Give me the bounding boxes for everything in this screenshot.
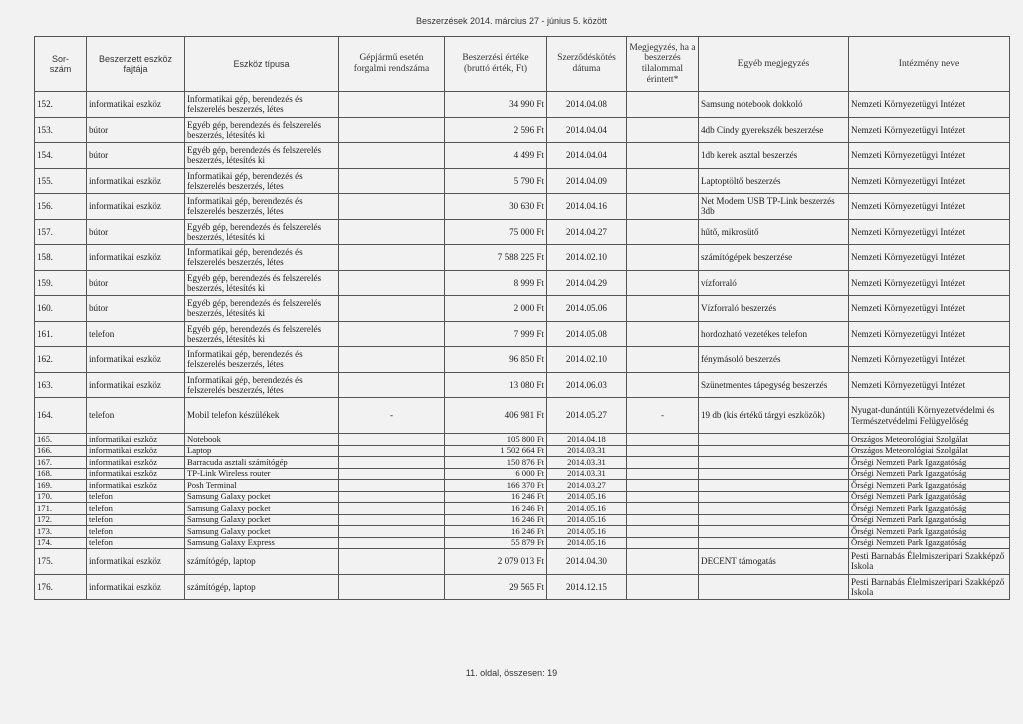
- cell-datum: 2014.05.16: [547, 503, 627, 515]
- cell-fajta: informatikai eszköz: [87, 549, 185, 575]
- cell-datum: 2014.04.09: [547, 168, 627, 194]
- cell-datum: 2014.03.31: [547, 457, 627, 469]
- cell-datum: 2014.05.16: [547, 537, 627, 549]
- cell-datum: 2014.03.27: [547, 480, 627, 492]
- cell-datum: 2014.04.29: [547, 270, 627, 296]
- cell-fajta: telefon: [87, 537, 185, 549]
- cell-megjegyzes: [627, 92, 699, 118]
- cell-rendszam: [339, 143, 445, 169]
- cell-intezmeny: Nemzeti Környezetügyi Intézet: [849, 168, 1010, 194]
- cell-fajta: bútor: [87, 143, 185, 169]
- cell-rendszam: [339, 296, 445, 322]
- cell-ertek: 75 000 Ft: [445, 219, 547, 245]
- cell-tipus: Samsung Galaxy pocket: [185, 503, 339, 515]
- cell-datum: 2014.05.08: [547, 321, 627, 347]
- cell-fajta: informatikai eszköz: [87, 194, 185, 220]
- cell-ertek: 8 999 Ft: [445, 270, 547, 296]
- cell-tipus: Egyéb gép, berendezés és felszerelés beszerzés, létesítés ki: [185, 143, 339, 169]
- cell-egyeb: Net Modem USB TP-Link beszerzés 3db: [699, 194, 849, 220]
- cell-rendszam: [339, 270, 445, 296]
- cell-egyeb: Szünetmentes tápegység beszerzés: [699, 372, 849, 398]
- header-gepjarmu: Gépjármű esetén forgalmi rendszáma: [339, 37, 445, 92]
- cell-tipus: Samsung Galaxy pocket: [185, 491, 339, 503]
- cell-egyeb: 4db Cindy gyerekszék beszerzése: [699, 117, 849, 143]
- cell-egyeb: [699, 503, 849, 515]
- cell-sorszam: 175.: [35, 549, 87, 575]
- cell-sorszam: 162.: [35, 347, 87, 373]
- cell-fajta: informatikai eszköz: [87, 457, 185, 469]
- page-footer: 11. oldal, összesen: 19: [465, 668, 558, 678]
- cell-rendszam: [339, 503, 445, 515]
- cell-egyeb: [699, 468, 849, 480]
- cell-rendszam: [339, 194, 445, 220]
- cell-rendszam: [339, 491, 445, 503]
- cell-tipus: Egyéb gép, berendezés és felszerelés beszerzés, létesítés ki: [185, 296, 339, 322]
- cell-ertek: 2 000 Ft: [445, 296, 547, 322]
- cell-sorszam: 153.: [35, 117, 87, 143]
- cell-fajta: informatikai eszköz: [87, 168, 185, 194]
- cell-intezmeny: Pesti Barnabás Élelmiszeripari Szakképző Iskola: [849, 549, 1010, 575]
- cell-sorszam: 160.: [35, 296, 87, 322]
- cell-egyeb: Laptoptöltő beszerzés: [699, 168, 849, 194]
- table-row: [35, 537, 1010, 549]
- cell-megjegyzes: [627, 537, 699, 549]
- cell-egyeb: [699, 526, 849, 538]
- cell-intezmeny: Nemzeti Környezetügyi Intézet: [849, 92, 1010, 118]
- table-header: [35, 37, 1010, 92]
- cell-intezmeny: Nemzeti Környezetügyi Intézet: [849, 270, 1010, 296]
- cell-sorszam: 173.: [35, 526, 87, 538]
- cell-sorszam: 158.: [35, 245, 87, 271]
- cell-tipus: Informatikai gép, berendezés és felszerelés beszerzés, létes: [185, 372, 339, 398]
- table-row: [35, 117, 1010, 143]
- table-row: [35, 92, 1010, 118]
- cell-egyeb: [699, 480, 849, 492]
- table-row: [35, 549, 1010, 575]
- cell-sorszam: 154.: [35, 143, 87, 169]
- cell-datum: 2014.02.10: [547, 245, 627, 271]
- cell-sorszam: 166.: [35, 445, 87, 457]
- cell-fajta: telefon: [87, 526, 185, 538]
- cell-tipus: Informatikai gép, berendezés és felszerelés beszerzés, létes: [185, 194, 339, 220]
- cell-datum: 2014.05.16: [547, 514, 627, 526]
- cell-intezmeny: Nemzeti Környezetügyi Intézet: [849, 296, 1010, 322]
- table-row: [35, 347, 1010, 373]
- cell-rendszam: [339, 537, 445, 549]
- cell-egyeb: Samsung notebook dokkoló: [699, 92, 849, 118]
- cell-egyeb: [699, 445, 849, 457]
- cell-intezmeny: Őrségi Nemzeti Park Igazgatóság: [849, 514, 1010, 526]
- cell-intezmeny: Nemzeti Környezetügyi Intézet: [849, 372, 1010, 398]
- cell-tipus: Posh Terminal: [185, 480, 339, 492]
- procurement-table: [34, 36, 1010, 600]
- cell-fajta: telefon: [87, 398, 185, 434]
- table-body: [35, 92, 1010, 600]
- cell-sorszam: 171.: [35, 503, 87, 515]
- table-row: [35, 398, 1010, 434]
- cell-egyeb: [699, 574, 849, 600]
- cell-fajta: informatikai eszköz: [87, 347, 185, 373]
- cell-intezmeny: Őrségi Nemzeti Park Igazgatóság: [849, 457, 1010, 469]
- cell-egyeb: [699, 491, 849, 503]
- table-row: [35, 296, 1010, 322]
- cell-megjegyzes: [627, 194, 699, 220]
- cell-rendszam: [339, 347, 445, 373]
- cell-datum: 2014.05.27: [547, 398, 627, 434]
- cell-intezmeny: Őrségi Nemzeti Park Igazgatóság: [849, 526, 1010, 538]
- cell-sorszam: 159.: [35, 270, 87, 296]
- cell-ertek: 16 246 Ft: [445, 514, 547, 526]
- cell-megjegyzes: [627, 574, 699, 600]
- cell-intezmeny: Őrségi Nemzeti Park Igazgatóság: [849, 503, 1010, 515]
- table-row: [35, 514, 1010, 526]
- cell-intezmeny: Országos Meteorológiai Szolgálat: [849, 434, 1010, 446]
- cell-megjegyzes: [627, 321, 699, 347]
- cell-tipus: Barracuda asztali számítógép: [185, 457, 339, 469]
- cell-sorszam: 165.: [35, 434, 87, 446]
- cell-tipus: Egyéb gép, berendezés és felszerelés beszerzés, létesítés ki: [185, 219, 339, 245]
- table-row: [35, 194, 1010, 220]
- cell-megjegyzes: [627, 480, 699, 492]
- cell-sorszam: 163.: [35, 372, 87, 398]
- cell-ertek: 2 596 Ft: [445, 117, 547, 143]
- cell-fajta: informatikai eszköz: [87, 372, 185, 398]
- cell-sorszam: 167.: [35, 457, 87, 469]
- cell-megjegyzes: [627, 491, 699, 503]
- cell-sorszam: 170.: [35, 491, 87, 503]
- cell-ertek: 406 981 Ft: [445, 398, 547, 434]
- table-row: [35, 445, 1010, 457]
- cell-rendszam: [339, 372, 445, 398]
- cell-rendszam: [339, 549, 445, 575]
- table-row: [35, 480, 1010, 492]
- cell-sorszam: 174.: [35, 537, 87, 549]
- cell-egyeb: hűtő, mikrosütő: [699, 219, 849, 245]
- cell-ertek: 2 079 013 Ft: [445, 549, 547, 575]
- cell-fajta: bútor: [87, 270, 185, 296]
- cell-ertek: 105 800 Ft: [445, 434, 547, 446]
- cell-tipus: TP-Link Wireless router: [185, 468, 339, 480]
- cell-rendszam: [339, 445, 445, 457]
- cell-megjegyzes: [627, 526, 699, 538]
- cell-megjegyzes: [627, 503, 699, 515]
- cell-ertek: 6 000 Ft: [445, 468, 547, 480]
- table-row: [35, 321, 1010, 347]
- cell-datum: 2014.04.04: [547, 143, 627, 169]
- header-intezmeny: Intézmény neve: [849, 37, 1010, 92]
- cell-ertek: 16 246 Ft: [445, 526, 547, 538]
- cell-sorszam: 172.: [35, 514, 87, 526]
- cell-ertek: 34 990 Ft: [445, 92, 547, 118]
- cell-ertek: 5 790 Ft: [445, 168, 547, 194]
- table-row: [35, 468, 1010, 480]
- cell-fajta: informatikai eszköz: [87, 434, 185, 446]
- cell-sorszam: 176.: [35, 574, 87, 600]
- cell-fajta: bútor: [87, 219, 185, 245]
- header-datum: Szerződéskötés dátuma: [547, 37, 627, 92]
- cell-egyeb: [699, 537, 849, 549]
- cell-egyeb: hordozható vezetékes telefon: [699, 321, 849, 347]
- cell-datum: 2014.06.03: [547, 372, 627, 398]
- cell-megjegyzes: [627, 296, 699, 322]
- table-row: [35, 503, 1010, 515]
- cell-datum: 2014.04.16: [547, 194, 627, 220]
- cell-fajta: informatikai eszköz: [87, 445, 185, 457]
- cell-intezmeny: Nemzeti Környezetügyi Intézet: [849, 347, 1010, 373]
- cell-megjegyzes: [627, 219, 699, 245]
- cell-egyeb: [699, 514, 849, 526]
- cell-egyeb: Vízforraló beszerzés: [699, 296, 849, 322]
- cell-datum: 2014.04.04: [547, 117, 627, 143]
- cell-egyeb: fénymásoló beszerzés: [699, 347, 849, 373]
- cell-ertek: 16 246 Ft: [445, 503, 547, 515]
- cell-intezmeny: Pesti Barnabás Élelmiszeripari Szakképző Iskola: [849, 574, 1010, 600]
- cell-fajta: informatikai eszköz: [87, 245, 185, 271]
- cell-rendszam: [339, 526, 445, 538]
- header-megjegyzes: Megjegyzés, ha a beszerzés tilalommal érintett*: [627, 37, 699, 92]
- cell-fajta: telefon: [87, 514, 185, 526]
- table-row: [35, 143, 1010, 169]
- cell-tipus: Informatikai gép, berendezés és felszerelés beszerzés, létes: [185, 245, 339, 271]
- cell-fajta: telefon: [87, 321, 185, 347]
- cell-sorszam: 161.: [35, 321, 87, 347]
- cell-intezmeny: Őrségi Nemzeti Park Igazgatóság: [849, 491, 1010, 503]
- cell-datum: 2014.02.10: [547, 347, 627, 373]
- table-row: [35, 434, 1010, 446]
- cell-rendszam: -: [339, 398, 445, 434]
- cell-ertek: 150 876 Ft: [445, 457, 547, 469]
- cell-megjegyzes: [627, 468, 699, 480]
- cell-ertek: 96 850 Ft: [445, 347, 547, 373]
- table-row: [35, 457, 1010, 469]
- cell-tipus: Egyéb gép, berendezés és felszerelés beszerzés, létesítés ki: [185, 321, 339, 347]
- cell-egyeb: 1db kerek asztal beszerzés: [699, 143, 849, 169]
- cell-ertek: 4 499 Ft: [445, 143, 547, 169]
- cell-sorszam: 157.: [35, 219, 87, 245]
- table-row: [35, 245, 1010, 271]
- cell-datum: 2014.04.27: [547, 219, 627, 245]
- cell-sorszam: 155.: [35, 168, 87, 194]
- cell-ertek: 166 370 Ft: [445, 480, 547, 492]
- table-row: [35, 372, 1010, 398]
- cell-ertek: 29 565 Ft: [445, 574, 547, 600]
- header-ertek: Beszerzési értéke (bruttó érték, Ft): [445, 37, 547, 92]
- header-sorszam: Sor- szám: [35, 37, 87, 92]
- cell-datum: 2014.04.18: [547, 434, 627, 446]
- cell-tipus: számítógép, laptop: [185, 574, 339, 600]
- cell-datum: 2014.05.16: [547, 526, 627, 538]
- cell-megjegyzes: [627, 445, 699, 457]
- cell-egyeb: [699, 434, 849, 446]
- cell-tipus: Egyéb gép, berendezés és felszerelés beszerzés, létesítés ki: [185, 270, 339, 296]
- table-row: [35, 574, 1010, 600]
- cell-ertek: 7 999 Ft: [445, 321, 547, 347]
- cell-fajta: informatikai eszköz: [87, 92, 185, 118]
- cell-megjegyzes: -: [627, 398, 699, 434]
- cell-megjegyzes: [627, 168, 699, 194]
- cell-egyeb: 19 db (kis értékű tárgyi eszközök): [699, 398, 849, 434]
- cell-fajta: informatikai eszköz: [87, 468, 185, 480]
- table-row: [35, 219, 1010, 245]
- cell-datum: 2014.12.15: [547, 574, 627, 600]
- cell-megjegyzes: [627, 245, 699, 271]
- cell-rendszam: [339, 468, 445, 480]
- cell-tipus: Samsung Galaxy pocket: [185, 526, 339, 538]
- cell-megjegyzes: [627, 372, 699, 398]
- cell-fajta: telefon: [87, 503, 185, 515]
- cell-sorszam: 152.: [35, 92, 87, 118]
- cell-egyeb: [699, 457, 849, 469]
- cell-rendszam: [339, 117, 445, 143]
- cell-megjegyzes: [627, 514, 699, 526]
- cell-megjegyzes: [627, 549, 699, 575]
- cell-tipus: Samsung Galaxy pocket: [185, 514, 339, 526]
- header-egyeb: Egyéb megjegyzés: [699, 37, 849, 92]
- table-row: [35, 168, 1010, 194]
- table-row: [35, 491, 1010, 503]
- cell-tipus: Samsung Galaxy Express: [185, 537, 339, 549]
- cell-fajta: bútor: [87, 117, 185, 143]
- cell-datum: 2014.04.08: [547, 92, 627, 118]
- table-row: [35, 270, 1010, 296]
- cell-egyeb: vízforraló: [699, 270, 849, 296]
- cell-intezmeny: Nemzeti Környezetügyi Intézet: [849, 219, 1010, 245]
- cell-rendszam: [339, 168, 445, 194]
- cell-rendszam: [339, 457, 445, 469]
- cell-tipus: Informatikai gép, berendezés és felszerelés beszerzés, létes: [185, 347, 339, 373]
- cell-ertek: 55 879 Ft: [445, 537, 547, 549]
- cell-fajta: informatikai eszköz: [87, 574, 185, 600]
- cell-intezmeny: Nemzeti Környezetügyi Intézet: [849, 194, 1010, 220]
- table-row: [35, 526, 1010, 538]
- cell-rendszam: [339, 219, 445, 245]
- cell-megjegyzes: [627, 347, 699, 373]
- cell-intezmeny: Őrségi Nemzeti Park Igazgatóság: [849, 468, 1010, 480]
- cell-egyeb: DECENT támogatás: [699, 549, 849, 575]
- cell-megjegyzes: [627, 457, 699, 469]
- cell-intezmeny: Nemzeti Környezetügyi Intézet: [849, 321, 1010, 347]
- cell-intezmeny: Nemzeti Környezetügyi Intézet: [849, 117, 1010, 143]
- cell-egyeb: számítógépek beszerzése: [699, 245, 849, 271]
- cell-datum: 2014.03.31: [547, 468, 627, 480]
- cell-intezmeny: Őrségi Nemzeti Park Igazgatóság: [849, 480, 1010, 492]
- cell-tipus: számítógép, laptop: [185, 549, 339, 575]
- cell-ertek: 30 630 Ft: [445, 194, 547, 220]
- cell-megjegyzes: [627, 143, 699, 169]
- cell-intezmeny: Nemzeti Környezetügyi Intézet: [849, 143, 1010, 169]
- cell-rendszam: [339, 514, 445, 526]
- cell-tipus: Informatikai gép, berendezés és felszerelés beszerzés, létes: [185, 92, 339, 118]
- cell-rendszam: [339, 245, 445, 271]
- cell-intezmeny: Őrségi Nemzeti Park Igazgatóság: [849, 537, 1010, 549]
- cell-megjegyzes: [627, 270, 699, 296]
- cell-rendszam: [339, 92, 445, 118]
- cell-tipus: Notebook: [185, 434, 339, 446]
- cell-sorszam: 164.: [35, 398, 87, 434]
- cell-rendszam: [339, 434, 445, 446]
- cell-ertek: 1 502 664 Ft: [445, 445, 547, 457]
- cell-fajta: bútor: [87, 296, 185, 322]
- cell-datum: 2014.04.30: [547, 549, 627, 575]
- cell-rendszam: [339, 321, 445, 347]
- cell-fajta: telefon: [87, 491, 185, 503]
- cell-sorszam: 156.: [35, 194, 87, 220]
- header-fajtaja: Beszerzett eszköz fajtája: [87, 37, 185, 92]
- cell-ertek: 13 080 Ft: [445, 372, 547, 398]
- page-title: Beszerzések 2014. március 27 - június 5. között: [415, 16, 608, 26]
- cell-ertek: 16 246 Ft: [445, 491, 547, 503]
- cell-rendszam: [339, 574, 445, 600]
- cell-tipus: Laptop: [185, 445, 339, 457]
- cell-intezmeny: Országos Meteorológiai Szolgálat: [849, 445, 1010, 457]
- cell-intezmeny: Nemzeti Környezetügyi Intézet: [849, 245, 1010, 271]
- cell-megjegyzes: [627, 117, 699, 143]
- header-tipusa: Eszköz típusa: [185, 37, 339, 92]
- cell-tipus: Egyéb gép, berendezés és felszerelés beszerzés, létesítés ki: [185, 117, 339, 143]
- cell-datum: 2014.05.16: [547, 491, 627, 503]
- cell-tipus: Informatikai gép, berendezés és felszerelés beszerzés, létes: [185, 168, 339, 194]
- cell-sorszam: 169.: [35, 480, 87, 492]
- cell-datum: 2014.03.31: [547, 445, 627, 457]
- cell-rendszam: [339, 480, 445, 492]
- cell-megjegyzes: [627, 434, 699, 446]
- cell-datum: 2014.05.06: [547, 296, 627, 322]
- cell-intezmeny: Nyugat-dunántúli Környezetvédelmi és Természetvédelmi Felügyelőség: [849, 398, 1010, 434]
- cell-fajta: informatikai eszköz: [87, 480, 185, 492]
- cell-tipus: Mobil telefon készülékek: [185, 398, 339, 434]
- cell-sorszam: 168.: [35, 468, 87, 480]
- cell-ertek: 7 588 225 Ft: [445, 245, 547, 271]
